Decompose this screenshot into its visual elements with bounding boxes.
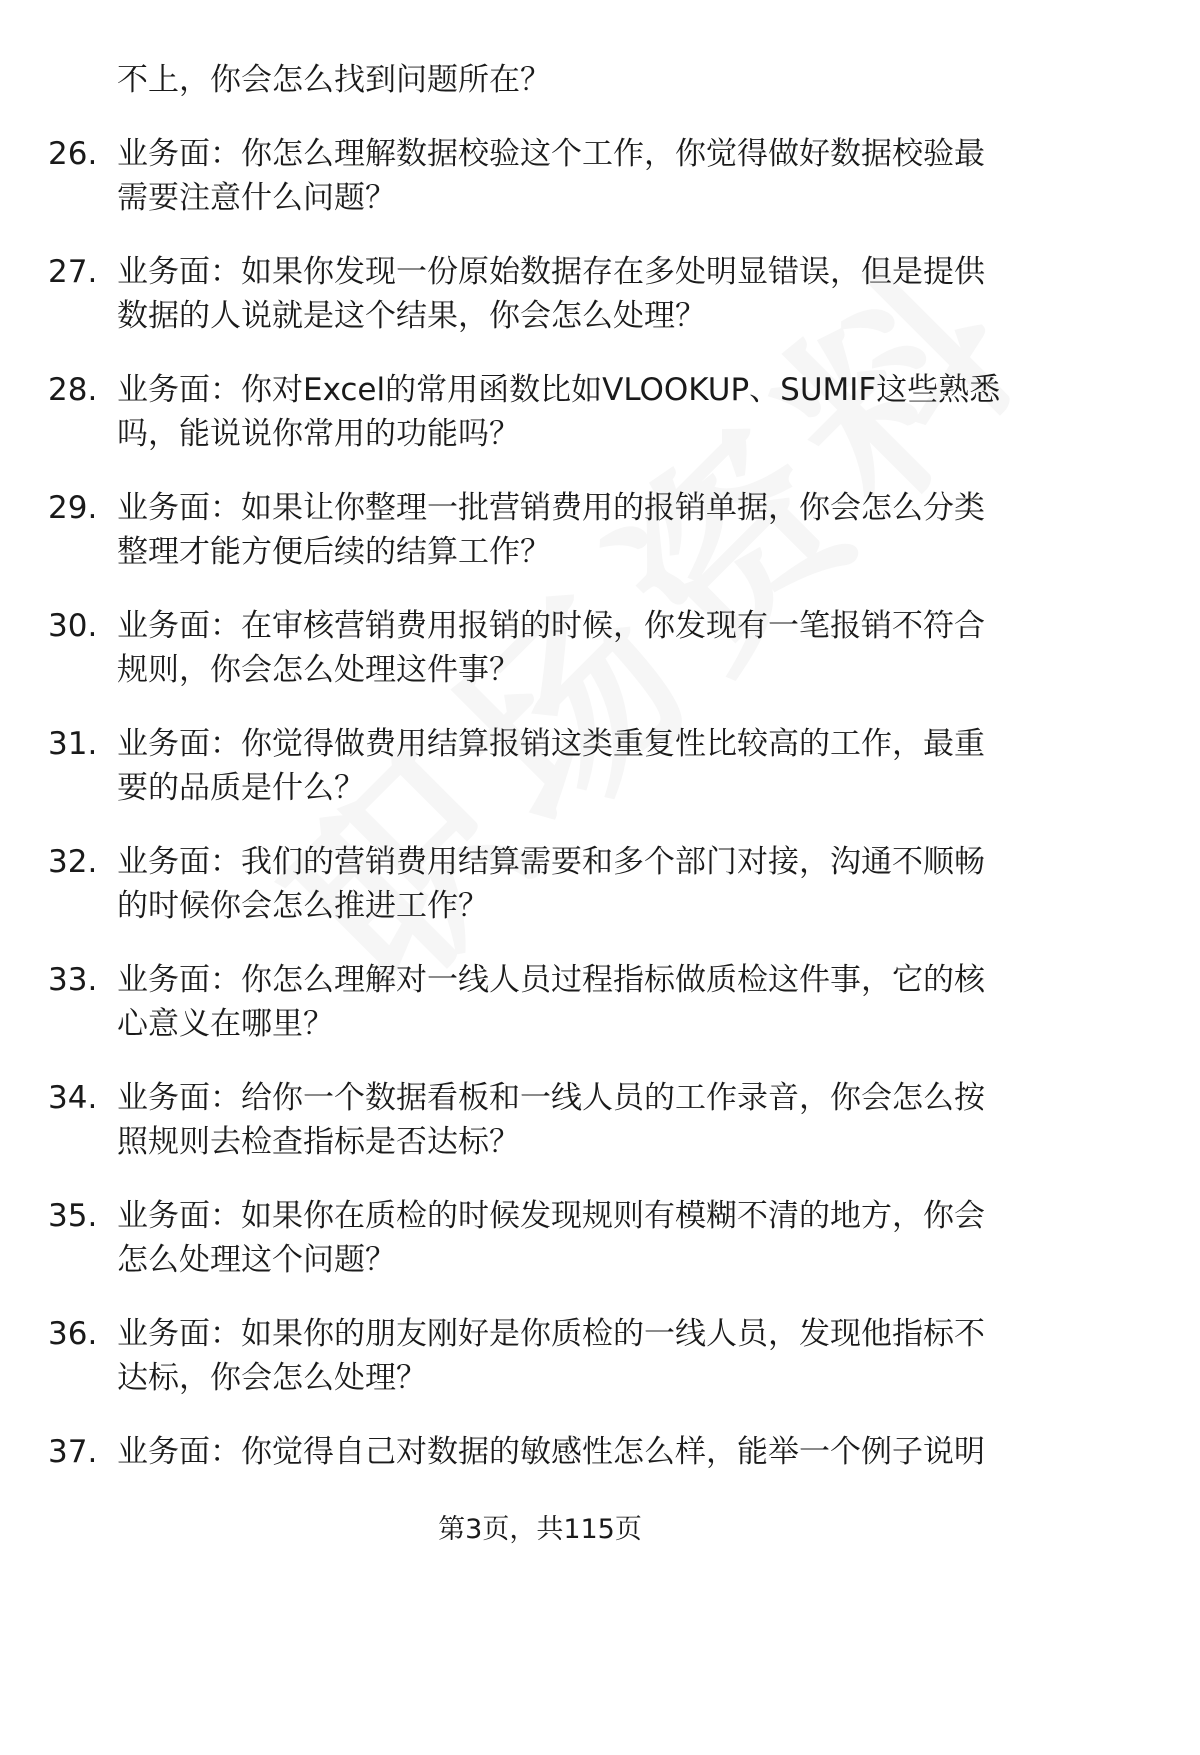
question-item xyxy=(0,1194,1080,1282)
question-item xyxy=(0,250,1080,338)
question-text xyxy=(117,250,1057,338)
question-text xyxy=(117,722,1057,810)
question-item xyxy=(0,1312,1080,1400)
question-number: 33. xyxy=(48,962,98,998)
question-text xyxy=(117,1312,1057,1400)
question-text xyxy=(117,958,1057,1046)
question-item xyxy=(0,840,1080,928)
question-item xyxy=(0,958,1080,1046)
question-line: 业务面：如果你发现一份原始数据存在多处明显错误，但是提供 xyxy=(117,254,985,290)
question-item xyxy=(0,368,1080,456)
question-number: 28. xyxy=(48,372,98,408)
question-line: 业务面：你觉得自己对数据的敏感性怎么样，能举一个例子说明 xyxy=(117,1434,985,1470)
question-line: 业务面：如果你的朋友刚好是你质检的一线人员，发现他指标不 xyxy=(117,1316,985,1352)
question-item xyxy=(0,1430,1080,1474)
question-line: 达标，你会怎么处理？ xyxy=(117,1360,427,1396)
question-number: 32. xyxy=(48,844,98,880)
question-line: 的时候你会怎么推进工作？ xyxy=(117,888,489,924)
question-number: 26. xyxy=(48,136,98,172)
question-text xyxy=(117,486,1057,574)
question-line: 业务面：你怎么理解数据校验这个工作，你觉得做好数据校验最 xyxy=(117,136,985,172)
question-text xyxy=(117,132,1057,220)
questions-container xyxy=(0,132,1080,1474)
question-item xyxy=(0,132,1080,220)
question-line: 业务面：给你一个数据看板和一线人员的工作录音，你会怎么按 xyxy=(117,1080,985,1116)
question-item xyxy=(0,1076,1080,1164)
continuation-line: 不上，你会怎么找到问题所在？ xyxy=(117,62,551,98)
question-number: 36. xyxy=(48,1316,98,1352)
question-line: 业务面：你对Excel的常用函数比如VLOOKUP、SUMIF这些熟悉 xyxy=(117,372,1001,408)
question-line: 需要注意什么问题？ xyxy=(117,180,396,216)
question-number: 31. xyxy=(48,726,98,762)
question-item xyxy=(0,722,1080,810)
question-line: 数据的人说就是这个结果，你会怎么处理？ xyxy=(117,298,706,334)
question-line: 吗，能说说你常用的功能吗？ xyxy=(117,416,520,452)
question-line: 规则，你会怎么处理这件事？ xyxy=(117,652,520,688)
question-number: 29. xyxy=(48,490,98,526)
question-text xyxy=(117,368,1057,456)
question-line: 业务面：如果让你整理一批营销费用的报销单据，你会怎么分类 xyxy=(117,490,985,526)
page-footer: 第3页，共115页 xyxy=(438,1514,642,1545)
question-line: 怎么处理这个问题？ xyxy=(117,1242,396,1278)
question-line: 业务面：我们的营销费用结算需要和多个部门对接，沟通不顺畅 xyxy=(117,844,985,880)
question-line: 照规则去检查指标是否达标？ xyxy=(117,1124,520,1160)
question-line: 心意义在哪里？ xyxy=(117,1006,334,1042)
question-line: 整理才能方便后续的结算工作？ xyxy=(117,534,551,570)
question-text xyxy=(117,1194,1057,1282)
question-number: 37. xyxy=(48,1434,98,1470)
question-text xyxy=(117,840,1057,928)
question-number: 34. xyxy=(48,1080,98,1116)
question-line: 业务面：你觉得做费用结算报销这类重复性比较高的工作，最重 xyxy=(117,726,985,762)
question-line: 业务面：你怎么理解对一线人员过程指标做质检这件事，它的核 xyxy=(117,962,985,998)
question-item xyxy=(0,604,1080,692)
question-line: 业务面：在审核营销费用报销的时候，你发现有一笔报销不符合 xyxy=(117,608,985,644)
question-list xyxy=(0,58,1080,1474)
question-text xyxy=(117,1076,1057,1164)
question-number: 30. xyxy=(48,608,98,644)
question-text xyxy=(117,604,1057,692)
question-text xyxy=(117,1430,1057,1474)
question-number: 27. xyxy=(48,254,98,290)
question-number: 35. xyxy=(48,1198,98,1234)
question-line: 业务面：如果你在质检的时候发现规则有模糊不清的地方，你会 xyxy=(117,1198,985,1234)
question-line: 要的品质是什么？ xyxy=(117,770,365,806)
question-item xyxy=(0,486,1080,574)
